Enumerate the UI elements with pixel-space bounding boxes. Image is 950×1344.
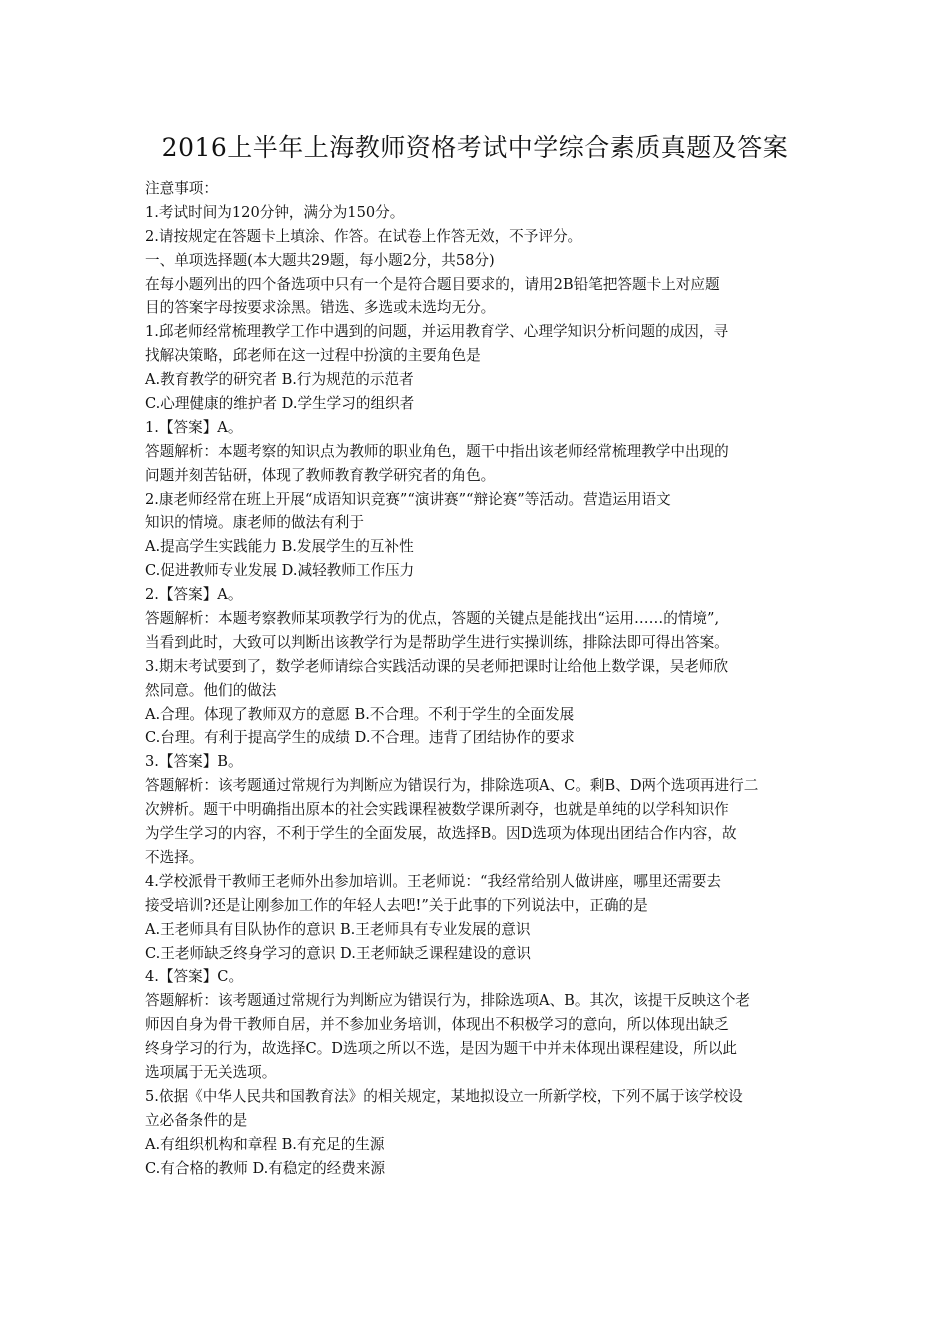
text-line: 3.【答案】B。	[145, 753, 243, 771]
document-body	[145, 177, 813, 1180]
text-line: C.有合格的教师 D.有稳定的经费来源	[145, 1159, 386, 1177]
text-line: 接受培训?还是让刚参加工作的年轻人去吧!”关于此事的下列说法中，正确的是	[145, 896, 648, 914]
text-line: 师因自身为骨干教师自居，并不参加业务培训，体现出不积极学习的意向，所以体现出缺乏	[145, 1016, 729, 1034]
text-line: 然同意。他们的做法	[145, 681, 277, 699]
text-line: 目的答案字母按要求涂黑。错选、多选或未选均无分。	[145, 299, 496, 317]
text-line: 选项属于无关选项。	[145, 1063, 277, 1081]
text-line: 2.【答案】A。	[145, 586, 243, 604]
text-line: 5.依据《中华人民共和国教育法》的相关规定，某地拟设立一所新学校，下列不属于该学校设	[145, 1087, 743, 1105]
text-line: 知识的情境。康老师的做法有利于	[145, 514, 364, 532]
text-line: 次辨析。题干中明确指出原本的社会实践课程被数学课所剥夺，也就是单纯的以学科知识作	[145, 801, 729, 819]
text-line: 3.期末考试要到了，数学老师请综合实践活动课的吴老师把课时让给他上数学课，吴老师欣	[145, 657, 729, 675]
text-line: 不选择。	[145, 848, 204, 866]
text-line: 当看到此时，大致可以判断出该教学行为是帮助学生进行实操训练，排除法即可得出答案。	[145, 633, 729, 651]
text-line: 2.请按规定在答题卡上填涂、作答。在试卷上作答无效，不予评分。	[145, 227, 583, 245]
text-line: 问题并刻苦钻研，体现了教师教育教学研究者的角色。	[145, 466, 496, 484]
text-line: A.提高学生实践能力 B.发展学生的互补性	[145, 538, 414, 556]
text-line: A.合理。体现了教师双方的意愿 B.不合理。不利于学生的全面发展	[145, 705, 575, 723]
text-line: 1.【答案】A。	[145, 418, 243, 436]
text-line: 找解决策略，邱老师在这一过程中扮演的主要角色是	[145, 347, 481, 365]
text-line: 答题解析：本题考察的知识点为教师的职业角色，题干中指出该老师经常梳理教学中出现的	[145, 442, 729, 460]
text-line: 答题解析：本题考察教师某项教学行为的优点，答题的关键点是能找出“运用……的情境”,	[145, 610, 720, 628]
text-line: A.王老师具有目队协作的意识 B.王老师具有专业发展的意识	[145, 920, 531, 938]
text-line: 注意事项：	[145, 180, 218, 197]
text-line: 4.【答案】C。	[145, 968, 244, 986]
text-line: 答题解析：该考题通过常规行为判断应为错误行为，排除选项A、C。剩B、D两个选项再进行二	[145, 777, 759, 795]
text-line: 终身学习的行为，故选择C。D选项之所以不选，是因为题干中并未体现出课程建设，所以此	[145, 1040, 738, 1058]
text-line: 一、单项选择题(本大题共29题，每小题2分，共58分)	[145, 251, 495, 269]
text-line: 1.考试时间为120分钟，满分为150分。	[145, 203, 405, 221]
text-line: 立必备条件的是	[145, 1111, 248, 1129]
text-line: 4.学校派骨干教师王老师外出参加培训。王老师说：“我经常给别人做讲座，哪里还需要去	[145, 872, 721, 890]
text-line: A.教育教学的研究者 B.行为规范的示范者	[145, 371, 414, 389]
text-line: A.有组织机构和章程 B.有充足的生源	[145, 1135, 385, 1153]
text-line: 1.邱老师经常梳理教学工作中遇到的问题，并运用教育学、心理学知识分析问题的成因，寻	[145, 323, 729, 341]
text-line: 为学生学习的内容，不利于学生的全面发展，故选择B。因D选项为体现出团结合作内容，故	[145, 825, 737, 843]
text-line: 2.康老师经常在班上开展“成语知识竞赛”“演讲赛”“辩论赛”等活动。营造运用语文	[145, 490, 671, 508]
text-line: C.促进教师专业发展 D.减轻教师工作压力	[145, 562, 415, 580]
text-line: C.王老师缺乏终身学习的意识 D.王老师缺乏课程建设的意识	[145, 944, 531, 962]
text-line: C.心理健康的维护者 D.学生学习的组织者	[145, 395, 415, 413]
text-line: 在每小题列出的四个备选项中只有一个是符合题目要求的，请用2B铅笔把答题卡上对应题	[145, 275, 720, 293]
text-line: 答题解析：该考题通过常规行为判断应为错误行为，排除选项A、B。其次，该提干反映这个老	[145, 992, 751, 1010]
document-title: 2016上半年上海教师资格考试中学综合素质真题及答案	[161, 133, 789, 162]
text-line: C.台理。有利于提高学生的成绩 D.不合理。违背了团结协作的要求	[145, 729, 575, 747]
